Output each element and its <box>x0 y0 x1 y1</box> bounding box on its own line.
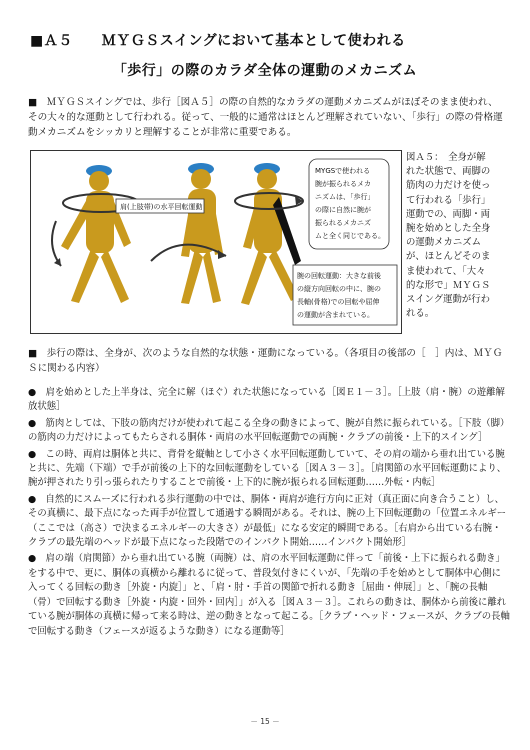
page-number: － 15 － <box>250 717 280 726</box>
list-item: ● この時、両肩は胴体と共に、背骨を縦軸として小さく水平回転運動していて、その肩の端から垂れ出ている腕と共に、先端（下端）で手が前後の上下的な回転運動をしている［図Ａ３－３］。［肩関節の水平回転運動により、腕が押されたり引っ張られたりすることで前後・上下的に腕が振られる回転運動……外転・内転］ <box>28 448 507 489</box>
callout-arm-rotation: 腕の回転運動：大きな前後 の縦方向回転の中に、腕の 長軸(骨格)での回転や屈伸 の運動が含まれている。 <box>297 272 381 319</box>
walker-figure-1 <box>52 165 139 303</box>
list-item: ● 肩を始めとした上半身は、完全に解（ほぐ）れた状態になっている［図Ｅ１－３］。［上肢（肩・腕）の遊離解放状態］ <box>28 387 505 413</box>
callout-mygs: MYGSで使われる 腕が振られるメカ ニズムは、「歩行」 の際に自然に腕が 振られるメカニズ ムと全く同じである。 <box>315 167 385 240</box>
title-line-1: ■Ａ５ ＭＹＧＳスイングにおいて基本として使われる <box>30 33 406 49</box>
walker-figure-2 <box>151 163 226 304</box>
posture-heading: ■ 歩行の際は、全身が、次のような自然的な状態・運動になっている。（各項目の後部の［ ］内は、ＭＹＧＳに関わる内容） <box>28 348 503 374</box>
walking-figure <box>30 150 402 334</box>
walking-illustration <box>31 151 401 333</box>
label-shoulder-rotation: 肩(上肢帯)の水平回転運動 <box>120 203 203 211</box>
intro-paragraph: ■ ＭＹＧＳスイングでは、歩行［図Ａ５］の際の自然的なカラダの運動メカニズムがほぼそのまま使われ、その大々的な運動として行われる。従って、一般的に通常はほとんど理解されていない、「歩行」の際の骨格運動メカニズムをシッカリと理解することが非常に重要である。 <box>28 97 503 138</box>
list-item: ● 筋肉としては、下肢の筋肉だけが使われて起こる全身の動きによって、腕が自然に振られている。［下肢（脚）の筋肉の力だけによってもたらされる胴体・両肩の水平回転運動での両腕・クラブの前後・上下的スイング］ <box>28 417 510 444</box>
bullet-list <box>28 386 510 641</box>
figure-caption: 図Ａ５： 全身が解れた状態で、両脚の筋肉の力だけを使って行われる「歩行」運動での、両脚・両腕を始めとした全身の運動メカニズムが、ほとんどそのまま使われて、「大々的な形で」ＭＹＧＳスイング運動が行われる。 <box>406 152 491 320</box>
title-line-2: 「歩行」の際のカラダ全体の運動のメカニズム <box>112 63 418 79</box>
list-item: ● 自然的にスムーズに行われる歩行運動の中では、胴体・両肩が進行方向に正対（真正面に向き合うこと）し、その真横に、最下点になった両手が位置して通過する瞬間がある。それは、腕の上下回転運動の「位置エネルギー（ここでは（高さ）で決まるエネルギーの大きさ）が最低」になる安定的瞬間である。［右肩から出ている右腕・クラブの最先端のヘッドが最下点になった段階でのインパクト開始……インパクト開始形］ <box>28 493 507 549</box>
list-item: ● 肩の端（肩関節）から垂れ出ている腕（両腕）は、肩の水平回転運動に伴って「前後・上下に振られる動き」をする中で、更に、胴体の真横から離れるに従って、普段気付きにくいが、「先端の手を始めとして胴体中心側に入ってくる回転の動き［外旋・内旋］」と、「肩・肘・手首の関節で折れる動き［屈曲・伸展］」と、「腕の長軸（骨）で回転する動き［外旋・内旋・回外・回内］」が入る［図Ａ３－３］。これらの動きは、胴体から前後に離れている腕が胴体の真横に帰って来る時は、逆の動きとなって起こる。［クラブ・ヘッド・フェースが、クラブの長軸で回転する動き（フェースが返るような動き）になる運動等］ <box>28 553 510 637</box>
